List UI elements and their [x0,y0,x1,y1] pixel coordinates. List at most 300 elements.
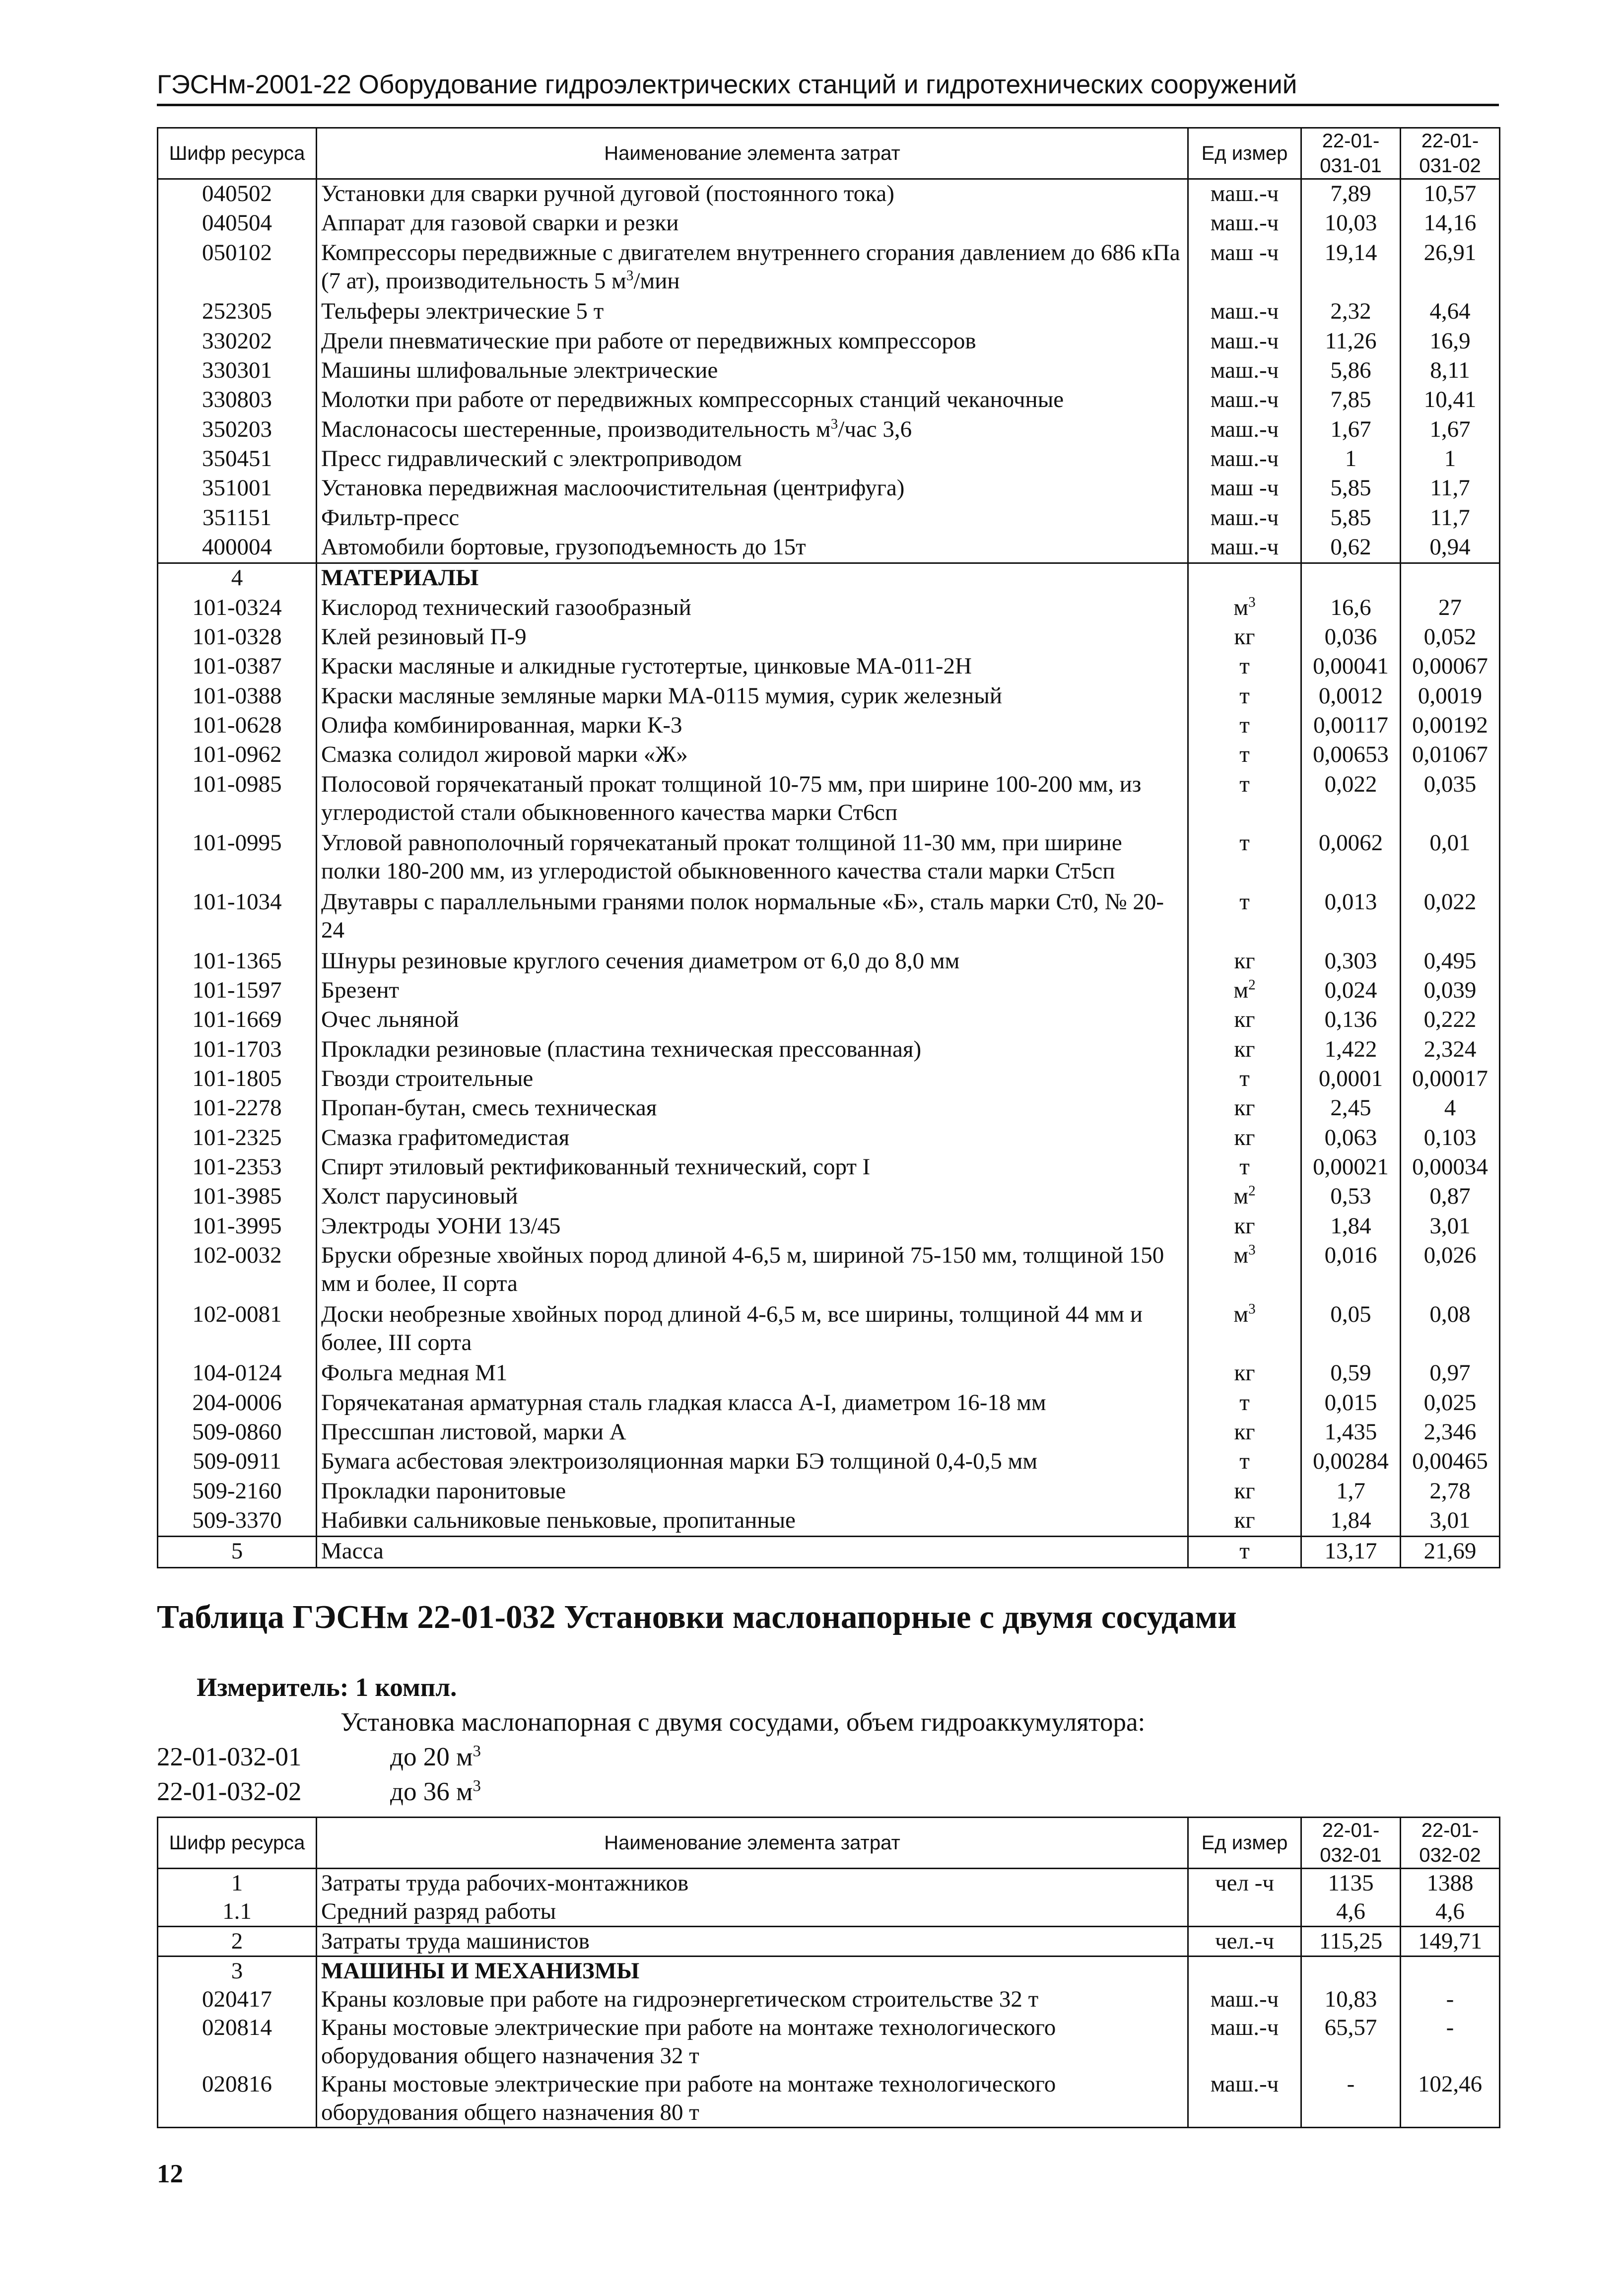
table-row [158,652,1500,681]
value-cell-2: 1388 [1401,1869,1500,1898]
unit-cell: $м^2$ [1188,976,1301,1006]
resource-code: 1.1 [158,1897,317,1927]
value-cell-2: 8,11 [1401,356,1500,386]
resource-name: Краски масляные и алкидные густотертые, цинковые МА-011-2Н [317,652,1188,681]
value-cell-1: 0,063 [1301,1124,1401,1153]
value-cell-1: 0,0012 [1301,682,1401,711]
variant-text: до 36 $м^3$ [390,1777,481,1806]
unit-cell: маш.-ч [1188,2070,1301,2128]
value-cell-2: 4,6 [1401,1897,1500,1927]
value-cell-2 [1401,563,1500,594]
table-row [158,1359,1500,1388]
resource-code: 101-0324 [158,594,317,623]
unit-cell: маш.-ч [1188,386,1301,415]
value-cell-2: 0,00017 [1401,1065,1500,1094]
table-row [158,1985,1500,2014]
resource-name: Олифа комбинированная, марки К-3 [317,711,1188,741]
value-cell-2: 1 [1401,445,1500,474]
unit-cell: т [1188,682,1301,711]
unit-cell: $м^2$ [1188,1182,1301,1212]
section-row [158,1957,1500,1986]
value-cell-2: 0,01067 [1401,741,1500,770]
unit-cell: кг [1188,1506,1301,1537]
table-row [158,623,1500,652]
resource-name: Автомобили бортовые, грузоподъемность до 15т [317,533,1188,563]
value-cell-1: 10,03 [1301,209,1401,238]
resource-name: Масса [317,1537,1188,1568]
resource-name: Фольга медная М1 [317,1359,1188,1388]
value-cell-2: - [1401,2014,1500,2070]
unit-cell: т [1188,770,1301,829]
value-cell-1: 2,32 [1301,297,1401,327]
value-cell-1 [1301,1957,1401,1986]
resource-table-032 [157,1817,1500,2128]
resource-name: Бумага асбестовая электроизоляционная марки БЭ толщиной 0,4-0,5 мм [317,1447,1188,1477]
value-cell-2: 14,16 [1401,209,1500,238]
resource-code: 509-0860 [158,1418,317,1447]
value-cell-1: 16,6 [1301,594,1401,623]
value-cell-1: 0,0062 [1301,829,1401,888]
unit-cell: маш.-ч [1188,209,1301,238]
resource-code: 5 [158,1537,317,1568]
table-row [158,1094,1500,1123]
resource-name: Клей резиновый П-9 [317,623,1188,652]
measure-unit: Измеритель: 1 компл. [197,1673,457,1702]
unit-cell: т [1188,741,1301,770]
resource-code: 101-1703 [158,1035,317,1065]
value-cell-1: 0,016 [1301,1241,1401,1300]
resource-code: 351001 [158,474,317,503]
unit-cell: маш.-ч [1188,297,1301,327]
value-cell-1: 0,022 [1301,770,1401,829]
col-header-unit: Ед измер [1188,128,1301,179]
value-cell-1: 0,024 [1301,976,1401,1006]
unit-cell: кг [1188,1006,1301,1035]
resource-code: 050102 [158,239,317,298]
value-cell-1: 1,67 [1301,415,1401,445]
value-cell-2: 11,7 [1401,474,1500,503]
resource-code: 104-0124 [158,1359,317,1388]
resource-table-031 [157,127,1500,1568]
table-row [158,297,1500,327]
unit-cell: т [1188,829,1301,888]
resource-name: Маслонасосы шестеренные, производительность $м^3$/час 3,6 [317,415,1188,445]
value-cell-1: 0,00117 [1301,711,1401,741]
value-cell-2: - [1401,1985,1500,2014]
table-row [158,976,1500,1006]
value-cell-1: 0,00653 [1301,741,1401,770]
resource-code: 1 [158,1869,317,1898]
unit-cell: чел -ч [1188,1869,1301,1898]
col-header-032-01: 22-01- 032-01 [1301,1818,1401,1869]
table-row [158,415,1500,445]
resource-code: 101-2278 [158,1094,317,1123]
value-cell-2 [1401,1957,1500,1986]
variants-intro: Установка маслонапорная с двумя сосудами, объем гидроаккумулятора: [340,1708,1146,1737]
table-row [158,711,1500,741]
value-cell-2: 0,025 [1401,1389,1500,1418]
value-cell-1: 1,422 [1301,1035,1401,1065]
unit-cell: кг [1188,623,1301,652]
value-cell-2: 10,57 [1401,179,1500,209]
table-row [158,1035,1500,1065]
unit-cell: $м^3$ [1188,594,1301,623]
resource-name: Установка передвижная маслоочистительная (центрифуга) [317,474,1188,503]
value-cell-2: 3,01 [1401,1506,1500,1537]
value-cell-1: 1 [1301,445,1401,474]
table-row [158,327,1500,356]
table-row [158,770,1500,829]
resource-name: Установки для сварки ручной дуговой (постоянного тока) [317,179,1188,209]
resource-name: Бруски обрезные хвойных пород длиной 4-6,5 м, шириной 75-150 мм, толщиной 150 мм и более, II сорта [317,1241,1188,1300]
resource-code: 350203 [158,415,317,445]
table-row [158,741,1500,770]
table-row [158,1241,1500,1300]
value-cell-2: 0,87 [1401,1182,1500,1212]
unit-cell: кг [1188,1094,1301,1123]
resource-code: 509-2160 [158,1477,317,1506]
unit-cell: маш.-ч [1188,415,1301,445]
table-header-row [158,128,1500,179]
value-cell-2: 0,495 [1401,947,1500,976]
resource-name: Средний разряд работы [317,1897,1188,1927]
resource-code: 101-3995 [158,1212,317,1241]
variant-code: 22-01-032-02 [157,1777,302,1806]
table-row [158,888,1500,947]
unit-cell: т [1188,1389,1301,1418]
unit-cell: кг [1188,1477,1301,1506]
value-cell-1: 0,62 [1301,533,1401,563]
variant-text: до 20 $м^3$ [390,1742,481,1771]
resource-name: Холст парусиновый [317,1182,1188,1212]
resource-code: 040502 [158,179,317,209]
resource-name: Доски необрезные хвойных пород длиной 4-6,5 м, все ширины, толщиной 44 мм и более, III сорта [317,1300,1188,1359]
table-row [158,1869,1500,1898]
resource-name: Затраты труда рабочих-монтажников [317,1869,1188,1898]
table-row [158,1418,1500,1447]
value-cell-2: 2,324 [1401,1035,1500,1065]
unit-cell: т [1188,1537,1301,1568]
unit-cell: т [1188,1153,1301,1182]
resource-code: 101-1805 [158,1065,317,1094]
value-cell-2: 2,346 [1401,1418,1500,1447]
value-cell-1: 0,53 [1301,1182,1401,1212]
col-header-code: Шифр ресурса [158,128,317,179]
value-cell-2: 149,71 [1401,1927,1500,1957]
resource-name: Дрели пневматические при работе от передвижных компрессоров [317,327,1188,356]
resource-name: Прокладки резиновые (пластина техническая прессованная) [317,1035,1188,1065]
resource-name: Компрессоры передвижные с двигателем внутреннего сгорания давлением до 686 кПа (7 ат), производительность 5 $м^3$/мин [317,239,1188,298]
resource-name: Брезент [317,976,1188,1006]
unit-cell: чел.-ч [1188,1927,1301,1957]
table-row [158,356,1500,386]
table-body [158,1869,1500,2128]
unit-cell: маш.-ч [1188,445,1301,474]
table-032-title-block [157,1598,1499,1806]
table-row [158,1389,1500,1418]
unit-cell: маш.-ч [1188,327,1301,356]
value-cell-2: 0,00465 [1401,1447,1500,1477]
table-row [158,1182,1500,1212]
resource-name: Фильтр-пресс [317,504,1188,533]
value-cell-1: 1,84 [1301,1212,1401,1241]
table-row [158,1124,1500,1153]
resource-code: 252305 [158,297,317,327]
table-row [158,533,1500,563]
resource-code: 101-3985 [158,1182,317,1212]
value-cell-2: 0,08 [1401,1300,1500,1359]
resource-code: 102-0081 [158,1300,317,1359]
unit-cell: маш.-ч [1188,356,1301,386]
value-cell-2: 26,91 [1401,239,1500,298]
col-header-032-02: 22-01- 032-02 [1401,1818,1500,1869]
resource-name: Смазка солидол жировой марки «Ж» [317,741,1188,770]
value-cell-1: 0,013 [1301,888,1401,947]
resource-name: Электроды УОНИ 13/45 [317,1212,1188,1241]
value-cell-1: 0,0001 [1301,1065,1401,1094]
resource-code: 101-1365 [158,947,317,976]
value-cell-2: 1,67 [1401,415,1500,445]
value-cell-2: 0,103 [1401,1124,1500,1153]
col-header-name: Наименование элемента затрат [317,128,1188,179]
value-cell-1: 115,25 [1301,1927,1401,1957]
resource-code: 330301 [158,356,317,386]
resource-code: 350451 [158,445,317,474]
resource-name: Краны мостовые электрические при работе на монтаже технологического оборудования общего назначения 80 т [317,2070,1188,2128]
resource-code: 204-0006 [158,1389,317,1418]
value-cell-2: 16,9 [1401,327,1500,356]
value-cell-2: 11,7 [1401,504,1500,533]
value-cell-2: 10,41 [1401,386,1500,415]
resource-code: 040504 [158,209,317,238]
value-cell-1: 0,136 [1301,1006,1401,1035]
table-row [158,1153,1500,1182]
table-row [158,1537,1500,1568]
unit-cell: т [1188,888,1301,947]
unit-cell: маш -ч [1188,474,1301,503]
resource-code: 020814 [158,2014,317,2070]
resource-code: 101-1669 [158,1006,317,1035]
table-row [158,2014,1500,2070]
page-number: 12 [157,2160,183,2188]
resource-name: Полосовой горячекатаный прокат толщиной 10-75 мм, при ширине 100-200 мм, из углеродистой стали обыкновенного качества марки Ст6сп [317,770,1188,829]
value-cell-1: 13,17 [1301,1537,1401,1568]
resource-code: 2 [158,1927,317,1957]
table-body [158,179,1500,1568]
resource-name: Краски масляные земляные марки МА-0115 мумия, сурик железный [317,682,1188,711]
unit-cell: маш.-ч [1188,1985,1301,2014]
value-cell-2: 0,00192 [1401,711,1500,741]
variant-row [157,1777,481,1807]
col-header-031-01: 22-01- 031-01 [1301,128,1401,179]
table-title: Таблица ГЭСНм 22-01-032 Установки маслонапорные с двумя сосудами [157,1599,1237,1635]
section-row [158,563,1500,594]
resource-name: Машины шлифовальные электрические [317,356,1188,386]
resource-name: Краны козловые при работе на гидроэнергетическом строительстве 32 т [317,1985,1188,2014]
unit-cell: маш.-ч [1188,2014,1301,2070]
value-cell-1: 11,26 [1301,327,1401,356]
value-cell-1: 1,7 [1301,1477,1401,1506]
resource-name: Шнуры резиновые круглого сечения диаметром от 6,0 до 8,0 мм [317,947,1188,976]
resource-code: 509-0911 [158,1447,317,1477]
value-cell-1: 5,86 [1301,356,1401,386]
resource-name: Пресс гидравлический с электроприводом [317,445,1188,474]
table-row [158,209,1500,238]
resource-code: 101-0387 [158,652,317,681]
value-cell-1: 7,85 [1301,386,1401,415]
value-cell-1: 0,015 [1301,1389,1401,1418]
value-cell-2: 0,01 [1401,829,1500,888]
unit-cell: кг [1188,1124,1301,1153]
resource-name: Прокладки паронитовые [317,1477,1188,1506]
resource-name: Аппарат для газовой сварки и резки [317,209,1188,238]
resource-code: 509-3370 [158,1506,317,1537]
resource-name: Тельферы электрические 5 т [317,297,1188,327]
resource-code: 101-0962 [158,741,317,770]
resource-code: 3 [158,1957,317,1986]
table-row [158,1506,1500,1537]
value-cell-1: 1,84 [1301,1506,1401,1537]
value-cell-1 [1301,563,1401,594]
value-cell-2: 0,222 [1401,1006,1500,1035]
table-row [158,594,1500,623]
resource-name: Кислород технический газообразный [317,594,1188,623]
table-row [158,1300,1500,1359]
value-cell-2: 4,64 [1401,297,1500,327]
col-header-code: Шифр ресурса [158,1818,317,1869]
resource-name: Двутавры с параллельными гранями полок нормальные «Б», сталь марки Ст0, № 20-24 [317,888,1188,947]
unit-cell: маш -ч [1188,239,1301,298]
unit-cell: т [1188,711,1301,741]
resource-name: Очес льняной [317,1006,1188,1035]
unit-cell: т [1188,1065,1301,1094]
resource-code: 101-0985 [158,770,317,829]
resource-code: 101-0388 [158,682,317,711]
table-row [158,179,1500,209]
resource-name: Спирт этиловый ректификованный технический, сорт I [317,1153,1188,1182]
value-cell-2: 0,00067 [1401,652,1500,681]
table-row [158,1477,1500,1506]
resource-name: Угловой равнополочный горячекатаный прокат толщиной 11-30 мм, при ширине полки 180-200 мм, из углеродистой обыкновенного качества стали марки Ст5сп [317,829,1188,888]
value-cell-1: 0,036 [1301,623,1401,652]
resource-name: МАШИНЫ И МЕХАНИЗМЫ [317,1957,1188,1986]
resource-name: Набивки сальниковые пеньковые, пропитанные [317,1506,1188,1537]
resource-code: 101-0995 [158,829,317,888]
table-row [158,1897,1500,1927]
unit-cell: т [1188,652,1301,681]
value-cell-1: 0,00021 [1301,1153,1401,1182]
value-cell-2: 0,026 [1401,1241,1500,1300]
resource-code: 101-2325 [158,1124,317,1153]
col-header-031-02: 22-01- 031-02 [1401,128,1500,179]
unit-cell: кг [1188,1212,1301,1241]
table-row [158,829,1500,888]
running-header: ГЭСНм-2001-22 Оборудование гидроэлектрических станций и гидротехнических сооружений [157,69,1499,106]
variant-code: 22-01-032-01 [157,1743,302,1771]
unit-cell [1188,1897,1301,1927]
unit-cell: кг [1188,1359,1301,1388]
resource-name: Прессшпан листовой, марки А [317,1418,1188,1447]
resource-code: 101-2353 [158,1153,317,1182]
resource-code: 330803 [158,386,317,415]
resource-code: 4 [158,563,317,594]
unit-cell [1188,1957,1301,1986]
unit-cell: маш.-ч [1188,533,1301,563]
resource-code: 020816 [158,2070,317,2128]
table-row [158,386,1500,415]
value-cell-1: 10,83 [1301,1985,1401,2014]
table-row [158,2070,1500,2128]
value-cell-2: 0,94 [1401,533,1500,563]
value-cell-2: 3,01 [1401,1212,1500,1241]
value-cell-1: 4,6 [1301,1897,1401,1927]
resource-name: Краны мостовые электрические при работе на монтаже технологического оборудования общего назначения 32 т [317,2014,1188,2070]
resource-name: МАТЕРИАЛЫ [317,563,1188,594]
resource-name: Горячекатаная арматурная сталь гладкая класса А-I, диаметром 16-18 мм [317,1389,1188,1418]
table-header-row [158,1818,1500,1869]
table-row [158,1447,1500,1477]
value-cell-2: 2,78 [1401,1477,1500,1506]
value-cell-1: 0,00041 [1301,652,1401,681]
col-header-unit: Ед измер [1188,1818,1301,1869]
table-row [158,682,1500,711]
value-cell-2: 0,039 [1401,976,1500,1006]
value-cell-1: 5,85 [1301,504,1401,533]
unit-cell: $м^3$ [1188,1300,1301,1359]
unit-cell: т [1188,1447,1301,1477]
unit-cell: маш.-ч [1188,179,1301,209]
variant-row [157,1742,481,1772]
resource-name: Затраты труда машинистов [317,1927,1188,1957]
resource-code: 351151 [158,504,317,533]
resource-name: Смазка графитомедистая [317,1124,1188,1153]
value-cell-2: 21,69 [1401,1537,1500,1568]
value-cell-1: 5,85 [1301,474,1401,503]
resource-name: Молотки при работе от передвижных компрессорных станций чеканочные [317,386,1188,415]
resource-code: 101-1034 [158,888,317,947]
value-cell-1: 2,45 [1301,1094,1401,1123]
value-cell-1: 0,303 [1301,947,1401,976]
resource-name: Пропан-бутан, смесь техническая [317,1094,1188,1123]
table-row [158,947,1500,976]
unit-cell: $м^3$ [1188,1241,1301,1300]
value-cell-1: 1,435 [1301,1418,1401,1447]
table-row [158,1006,1500,1035]
table-row [158,1927,1500,1957]
value-cell-1: 0,59 [1301,1359,1401,1388]
resource-code: 101-0628 [158,711,317,741]
value-cell-2: 27 [1401,594,1500,623]
resource-name: Гвозди строительные [317,1065,1188,1094]
value-cell-1: 0,05 [1301,1300,1401,1359]
table-row [158,1212,1500,1241]
resource-code: 020417 [158,1985,317,2014]
value-cell-2: 0,035 [1401,770,1500,829]
table-row [158,445,1500,474]
unit-cell [1188,563,1301,594]
value-cell-1: 0,00284 [1301,1447,1401,1477]
value-cell-2: 0,97 [1401,1359,1500,1388]
table-row [158,1065,1500,1094]
value-cell-1: 65,57 [1301,2014,1401,2070]
unit-cell: кг [1188,1035,1301,1065]
table-row [158,504,1500,533]
value-cell-1: 7,89 [1301,179,1401,209]
col-header-name: Наименование элемента затрат [317,1818,1188,1869]
table-row [158,239,1500,298]
value-cell-1: 1135 [1301,1869,1401,1898]
unit-cell: кг [1188,947,1301,976]
